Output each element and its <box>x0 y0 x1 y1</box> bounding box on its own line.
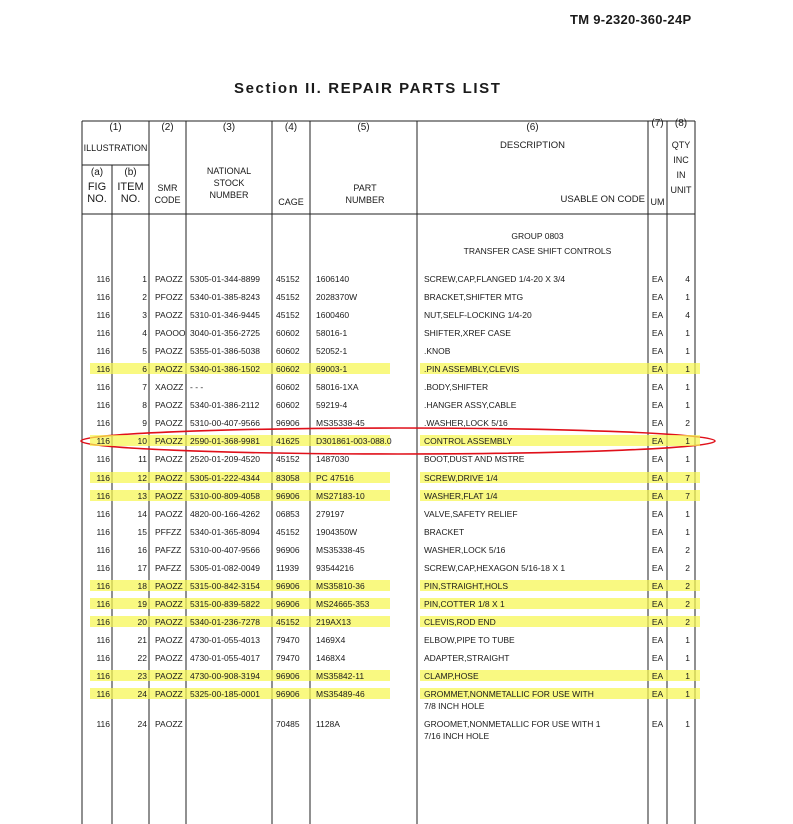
cage-code: 70485 <box>276 719 300 729</box>
national-stock-number: 5310-00-407-9566 <box>190 418 260 428</box>
cage-code: 60602 <box>276 364 300 374</box>
cage-code: 45152 <box>276 527 300 537</box>
fig-number: 116 <box>96 635 110 645</box>
national-stock-number: 5340-01-385-8243 <box>190 292 260 302</box>
unit-of-measure: EA <box>651 581 664 591</box>
quantity: 2 <box>685 545 690 555</box>
part-number: PC 47516 <box>316 473 354 483</box>
cage-header: CAGE <box>278 197 304 207</box>
part-description: WASHER,LOCK 5/16 <box>424 545 506 555</box>
item-number: 9 <box>142 418 147 428</box>
part-description: .BODY,SHIFTER <box>424 382 489 392</box>
smr-code: PAOZZ <box>155 653 183 663</box>
smr-code-header: SMR CODE <box>154 183 181 205</box>
item-number: 24 <box>137 719 147 729</box>
quantity: 2 <box>685 599 690 609</box>
item-number: 11 <box>138 454 147 464</box>
smr-code: PAOZZ <box>155 509 183 519</box>
unit-of-measure: EA <box>651 292 664 302</box>
part-number: MS35338-45 <box>316 545 365 555</box>
quantity: 4 <box>685 310 690 320</box>
item-number: 13 <box>137 491 147 501</box>
national-stock-number: 5340-01-236-7278 <box>190 617 260 627</box>
quantity: 2 <box>685 581 690 591</box>
part-description: .KNOB <box>424 346 451 356</box>
unit-of-measure: EA <box>651 400 664 410</box>
unit-of-measure: EA <box>651 599 664 609</box>
unit-of-measure: EA <box>651 671 664 681</box>
smr-code: PAOZZ <box>155 473 183 483</box>
smr-code: PAOZZ <box>155 581 183 591</box>
item-number: 15 <box>137 527 147 537</box>
document-id: TM 9-2320-360-24P <box>570 12 692 27</box>
item-number: 4 <box>142 328 147 338</box>
quantity: 4 <box>685 274 690 284</box>
part-number: MS35842-11 <box>316 671 365 681</box>
fig-number: 116 <box>96 653 110 663</box>
smr-code: PAFZZ <box>155 545 182 555</box>
unit-of-measure: EA <box>651 563 664 573</box>
national-stock-number: 3040-01-356-2725 <box>190 328 260 338</box>
usable-on-code-header: USABLE ON CODE <box>560 194 645 205</box>
fig-number: 116 <box>96 491 110 501</box>
part-number: 1904350W <box>316 527 358 537</box>
quantity: 1 <box>685 382 690 392</box>
part-description: GROMMET,NONMETALLIC FOR USE WITH <box>424 689 594 699</box>
quantity: 2 <box>685 418 690 428</box>
smr-code: PAFZZ <box>155 563 182 573</box>
cage-code: 96906 <box>276 491 300 501</box>
unit-of-measure: EA <box>651 364 664 374</box>
fig-number: 116 <box>96 617 110 627</box>
cage-code: 06853 <box>276 509 300 519</box>
national-stock-number: 5340-01-365-8094 <box>190 527 260 537</box>
quantity: 7 <box>685 491 690 501</box>
fig-number: 116 <box>96 599 110 609</box>
unit-of-measure: EA <box>651 436 664 446</box>
part-number: 1606140 <box>316 274 350 284</box>
fig-number: 116 <box>96 436 110 446</box>
smr-code: PAOZZ <box>155 436 183 446</box>
national-stock-number: - - - <box>190 382 204 392</box>
cage-code: 45152 <box>276 454 300 464</box>
part-number: 93544216 <box>316 563 354 573</box>
item-number: 8 <box>142 400 147 410</box>
item-no-header: ITEM NO. <box>117 181 144 205</box>
part-description: BRACKET <box>424 527 465 537</box>
group-title: TRANSFER CASE SHIFT CONTROLS <box>463 246 612 256</box>
quantity: 1 <box>685 292 690 302</box>
cage-code: 96906 <box>276 581 300 591</box>
item-number: 6 <box>142 364 147 374</box>
fig-number: 116 <box>96 310 110 320</box>
part-number: D301861-003-088.0 <box>316 436 392 446</box>
nsn-header: NATIONAL STOCK NUMBER <box>206 166 252 200</box>
smr-code: PAOZZ <box>155 364 183 374</box>
part-description: CLEVIS,ROD END <box>424 617 496 627</box>
national-stock-number: 2520-01-209-4520 <box>190 454 260 464</box>
quantity: 1 <box>685 671 690 681</box>
col3-number: (3) <box>222 122 236 133</box>
part-number: MS35338-45 <box>316 418 365 428</box>
smr-code: PAOZZ <box>155 310 183 320</box>
part-description: .WASHER,LOCK 5/16 <box>424 418 508 428</box>
cage-code: 11939 <box>276 563 300 573</box>
smr-code: PAOZZ <box>155 418 183 428</box>
smr-code: PAOZZ <box>155 617 183 627</box>
part-description: SCREW,DRIVE 1/4 <box>424 473 498 483</box>
part-number: 1600460 <box>316 310 350 320</box>
col7-number: (7) <box>651 118 664 129</box>
quantity: 1 <box>685 719 690 729</box>
fig-number: 116 <box>96 364 110 374</box>
national-stock-number: 5325-00-185-0001 <box>190 689 260 699</box>
item-number: 2 <box>142 292 147 302</box>
cage-code: 96906 <box>276 545 300 555</box>
col1a-number: (a) <box>90 167 104 178</box>
part-description: VALVE,SAFETY RELIEF <box>424 509 518 519</box>
cage-code: 60602 <box>276 346 300 356</box>
unit-of-measure: EA <box>651 545 664 555</box>
part-description: BRACKET,SHIFTER MTG <box>424 292 524 302</box>
fig-number: 116 <box>96 545 110 555</box>
unit-of-measure: EA <box>651 689 664 699</box>
fig-number: 116 <box>96 719 110 729</box>
col4-number: (4) <box>284 122 298 133</box>
cage-code: 41625 <box>276 436 300 446</box>
unit-of-measure: EA <box>651 617 664 627</box>
cage-code: 60602 <box>276 400 300 410</box>
national-stock-number: 5305-01-344-8899 <box>190 274 260 284</box>
cage-code: 60602 <box>276 382 300 392</box>
national-stock-number: 5310-01-346-9445 <box>190 310 260 320</box>
smr-code: PAOZZ <box>155 491 183 501</box>
smr-code: PAOZZ <box>155 671 183 681</box>
part-description-continued: 7/16 INCH HOLE <box>424 731 490 741</box>
national-stock-number: 5340-01-386-2112 <box>190 400 260 410</box>
part-description: WASHER,FLAT 1/4 <box>424 491 498 501</box>
part-description: .HANGER ASSY,CABLE <box>424 400 517 410</box>
unit-of-measure: EA <box>651 509 664 519</box>
part-description: CLAMP,HOSE <box>424 671 479 681</box>
item-number: 22 <box>137 653 147 663</box>
cage-code: 79470 <box>276 653 300 663</box>
smr-code: PFFZZ <box>155 527 182 537</box>
national-stock-number: 4730-01-055-4013 <box>190 635 260 645</box>
description-header: DESCRIPTION <box>500 140 565 151</box>
smr-code: PAOZZ <box>155 635 183 645</box>
item-number: 19 <box>137 599 147 609</box>
quantity: 1 <box>685 527 690 537</box>
part-number-header: PART NUMBER <box>345 183 385 205</box>
quantity: 1 <box>685 346 690 356</box>
item-number: 1 <box>142 274 147 284</box>
fig-number: 116 <box>96 671 110 681</box>
item-number: 21 <box>137 635 147 645</box>
section-title: Section II. REPAIR PARTS LIST <box>234 80 502 97</box>
fig-number: 116 <box>96 346 110 356</box>
cage-code: 96906 <box>276 418 300 428</box>
um-header: UM <box>650 197 665 207</box>
unit-of-measure: EA <box>651 346 664 356</box>
cage-code: 96906 <box>276 599 300 609</box>
unit-of-measure: EA <box>651 635 664 645</box>
item-number: 14 <box>137 509 147 519</box>
part-description: .PIN ASSEMBLY,CLEVIS <box>424 364 520 374</box>
qty-header: QTY INC IN UNIT <box>670 140 692 195</box>
fig-number: 116 <box>96 473 110 483</box>
smr-code: PAOZZ <box>155 719 183 729</box>
col1b-number: (b) <box>124 167 137 178</box>
national-stock-number: 5315-00-839-5822 <box>190 599 260 609</box>
fig-number: 116 <box>96 382 110 392</box>
item-number: 18 <box>137 581 147 591</box>
unit-of-measure: EA <box>651 527 664 537</box>
quantity: 1 <box>685 509 690 519</box>
quantity: 7 <box>685 473 690 483</box>
part-number: 279197 <box>316 509 345 519</box>
item-number: 7 <box>142 382 147 392</box>
fig-number: 116 <box>96 509 110 519</box>
quantity: 2 <box>685 563 690 573</box>
unit-of-measure: EA <box>651 719 664 729</box>
part-number: 69003-1 <box>316 364 348 374</box>
smr-code: PAOZZ <box>155 599 183 609</box>
fig-number: 116 <box>96 292 110 302</box>
cage-code: 60602 <box>276 328 300 338</box>
unit-of-measure: EA <box>651 310 664 320</box>
item-number: 17 <box>137 563 147 573</box>
item-number: 20 <box>137 617 147 627</box>
part-number: 1468X4 <box>316 653 346 663</box>
quantity: 1 <box>685 436 690 446</box>
unit-of-measure: EA <box>651 418 664 428</box>
part-number: 219AX13 <box>316 617 351 627</box>
col2-number: (2) <box>161 122 174 133</box>
part-description: PIN,STRAIGHT,HOLS <box>424 581 509 591</box>
unit-of-measure: EA <box>651 382 664 392</box>
cage-code: 83058 <box>276 473 300 483</box>
item-number: 5 <box>142 346 147 356</box>
fig-number: 116 <box>96 581 110 591</box>
unit-of-measure: EA <box>651 473 664 483</box>
cage-code: 45152 <box>276 274 300 284</box>
unit-of-measure: EA <box>651 491 664 501</box>
smr-code: PAOZZ <box>155 274 183 284</box>
part-description: BOOT,DUST AND MSTRE <box>424 454 525 464</box>
national-stock-number: 4730-01-055-4017 <box>190 653 260 663</box>
cage-code: 45152 <box>276 617 300 627</box>
item-number: 23 <box>137 671 147 681</box>
quantity: 1 <box>685 454 690 464</box>
item-number: 16 <box>137 545 147 555</box>
part-description: GROOMET,NONMETALLIC FOR USE WITH 1 <box>424 719 601 729</box>
national-stock-number: 5310-00-809-4058 <box>190 491 260 501</box>
quantity: 1 <box>685 689 690 699</box>
quantity: 1 <box>685 364 690 374</box>
fig-number: 116 <box>96 563 110 573</box>
cage-code: 45152 <box>276 310 300 320</box>
part-description: PIN,COTTER 1/8 X 1 <box>424 599 505 609</box>
part-description: CONTROL ASSEMBLY <box>424 436 513 446</box>
cage-code: 96906 <box>276 689 300 699</box>
national-stock-number: 2590-01-368-9981 <box>190 436 260 446</box>
national-stock-number: 5305-01-082-0049 <box>190 563 260 573</box>
smr-code: PFOZZ <box>155 292 183 302</box>
fig-number: 116 <box>96 527 110 537</box>
part-number: 52052-1 <box>316 346 348 356</box>
part-number: MS24665-353 <box>316 599 370 609</box>
part-description: SCREW,CAP,HEXAGON 5/16-18 X 1 <box>424 563 566 573</box>
item-number: 12 <box>137 473 147 483</box>
fig-number: 116 <box>96 454 110 464</box>
group-number: GROUP 0803 <box>511 231 564 241</box>
national-stock-number: 5340-01-386-1502 <box>190 364 260 374</box>
part-number: MS35489-46 <box>316 689 365 699</box>
fig-number: 116 <box>96 328 110 338</box>
fig-number: 116 <box>96 689 110 699</box>
col1-label: ILLUSTRATION <box>83 143 148 153</box>
national-stock-number: 4730-00-908-3194 <box>190 671 260 681</box>
smr-code: PAOZZ <box>155 346 183 356</box>
national-stock-number: 5355-01-386-5038 <box>190 346 260 356</box>
unit-of-measure: EA <box>651 454 664 464</box>
col1-number: (1) <box>109 122 122 133</box>
part-number: 58016-1 <box>316 328 348 338</box>
quantity: 1 <box>685 635 690 645</box>
part-number: 1487030 <box>316 454 350 464</box>
part-number: 1469X4 <box>316 635 346 645</box>
part-description: SHIFTER,XREF CASE <box>424 328 511 338</box>
quantity: 1 <box>685 653 690 663</box>
smr-code: PAOZZ <box>155 400 183 410</box>
part-number: 2028370W <box>316 292 358 302</box>
cage-code: 79470 <box>276 635 300 645</box>
smr-code: PAOZZ <box>155 689 183 699</box>
part-number: 58016-1XA <box>316 382 359 392</box>
part-number: MS27183-10 <box>316 491 365 501</box>
quantity: 2 <box>685 617 690 627</box>
quantity: 1 <box>685 328 690 338</box>
part-number: 59219-4 <box>316 400 348 410</box>
item-number: 3 <box>142 310 147 320</box>
national-stock-number: 5305-01-222-4344 <box>190 473 260 483</box>
col8-number: (8) <box>674 118 688 129</box>
smr-code: XAOZZ <box>155 382 184 392</box>
smr-code: PAOOO <box>155 328 186 338</box>
national-stock-number: 5310-00-407-9566 <box>190 545 260 555</box>
cage-code: 96906 <box>276 671 300 681</box>
part-description: ADAPTER,STRAIGHT <box>424 653 510 663</box>
fig-number: 116 <box>96 274 110 284</box>
col6-number: (6) <box>526 122 539 133</box>
cage-code: 45152 <box>276 292 300 302</box>
col5-number: (5) <box>357 122 370 133</box>
part-description: ELBOW,PIPE TO TUBE <box>424 635 515 645</box>
unit-of-measure: EA <box>651 328 664 338</box>
part-description: NUT,SELF-LOCKING 1/4-20 <box>424 310 532 320</box>
part-number: MS35810-36 <box>316 581 365 591</box>
part-number: 1128A <box>316 719 340 729</box>
unit-of-measure: EA <box>651 653 664 663</box>
unit-of-measure: EA <box>651 274 664 284</box>
national-stock-number: 5315-00-842-3154 <box>190 581 260 591</box>
item-number: 24 <box>137 689 147 699</box>
part-description-continued: 7/8 INCH HOLE <box>424 701 485 711</box>
part-description: SCREW,CAP,FLANGED 1/4-20 X 3/4 <box>424 274 566 284</box>
quantity: 1 <box>685 400 690 410</box>
fig-number: 116 <box>96 418 110 428</box>
smr-code: PAOZZ <box>155 454 183 464</box>
item-number: 10 <box>137 436 147 446</box>
national-stock-number: 4820-00-166-4262 <box>190 509 260 519</box>
fig-number: 116 <box>96 400 110 410</box>
fig-no-header: FIG NO. <box>87 181 107 205</box>
